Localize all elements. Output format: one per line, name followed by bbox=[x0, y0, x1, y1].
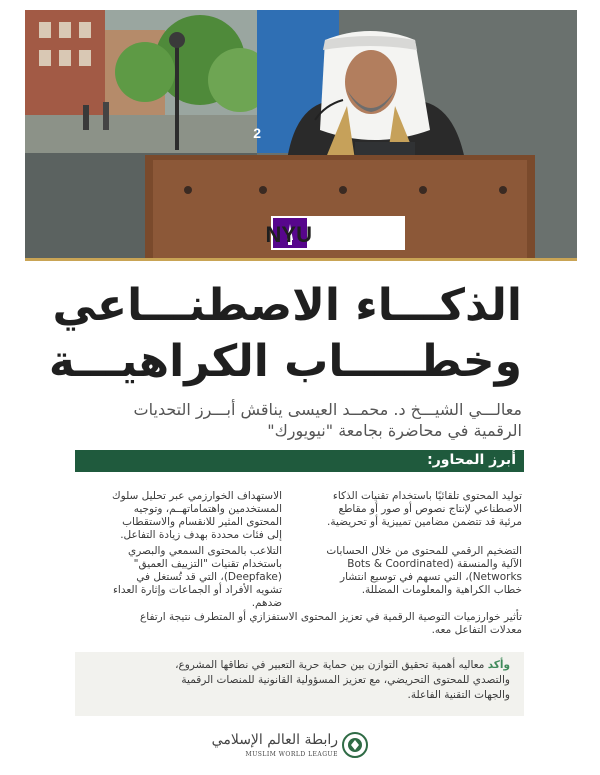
lecture-photo-illustration bbox=[25, 10, 577, 258]
point-line: خطاب الكراهية والمعلومات المضللة. bbox=[361, 584, 522, 596]
subtitle-line-2: الرقمية في محاضرة بجامعة "نيويورك" bbox=[267, 421, 522, 440]
point-line: باستخدام تقنيات "التزييف العميق" bbox=[133, 558, 282, 570]
point-line: توليد المحتوى تلقائيًا باستخدام تقنيات الذكاء bbox=[332, 490, 522, 502]
point-deepfake-manipulation bbox=[72, 545, 282, 610]
point-line: المحتوى المثير للانقسام والاستقطاب bbox=[122, 516, 282, 528]
laptop bbox=[355, 142, 415, 156]
logo-arabic-wordmark: رابطة العالم الإسلامي bbox=[211, 732, 338, 748]
point-line: تشويه الأفراد أو الجماعات وإثارة العداء bbox=[113, 584, 282, 596]
statement-line-2: والتصدي للمحتوى التحريضي، مع تعزيز المسؤولية القانونية للمنصات الرقمية bbox=[181, 674, 510, 686]
point-line: الاستهداف الخوارزمي عبر تحليل سلوك bbox=[111, 490, 282, 502]
logo-latin-wordmark: MUSLIM WORLD LEAGUE bbox=[245, 751, 338, 758]
screen-number: 2 bbox=[253, 125, 261, 141]
section-header bbox=[75, 450, 524, 472]
statement-line-3: والجهات التقنية الفاعلة. bbox=[407, 689, 510, 701]
point-line: ضدهم. bbox=[251, 597, 282, 609]
statement-line-1 bbox=[83, 658, 510, 673]
point-line: التضخيم الرقمي للمحتوى من خلال الحسابات bbox=[326, 545, 522, 557]
subtitle-line-1: معالـــي الشيـــخ د. محمــد العيسى يناقش أبـــرز التحديات bbox=[133, 400, 522, 419]
headline bbox=[48, 278, 522, 390]
statement-accent-word: وأكد bbox=[487, 659, 510, 671]
point-recommendation-algorithms bbox=[70, 611, 522, 637]
point-line: المستخدمين واهتماماتهــم، وتوجيه bbox=[133, 503, 282, 515]
point-line: التلاعب بالمحتوى السمعي والبصري bbox=[128, 545, 282, 557]
hero-photo bbox=[25, 10, 577, 258]
headline-line-1: الذكـــاء الاصطنـــاعي bbox=[52, 280, 522, 331]
statement-box bbox=[75, 652, 524, 716]
statement-line-1-text: معاليه أهمية تحقيق التوازن بين حماية حرية التعبير في نطاقها المشروع، bbox=[175, 659, 488, 671]
point-line: مرئية قد تتضمن مضامين تمييزية أو تحريضية. bbox=[327, 516, 522, 528]
section-header-label: أبرز المحاور: bbox=[427, 452, 516, 468]
point-line: إلى فئات محددة بهدف زيادة التفاعل. bbox=[120, 529, 282, 541]
point-line: معدلات التفاعل معه. bbox=[431, 624, 522, 636]
league-emblem-icon bbox=[342, 732, 368, 758]
subtitle bbox=[52, 399, 522, 441]
nyu-sign-text: NYU bbox=[265, 222, 312, 247]
point-line: (Deepfake)، التي قد تُستغل في bbox=[136, 571, 282, 583]
point-line: الاصطناعي لإنتاج نصوص أو صور أو مقاطع bbox=[338, 503, 522, 515]
point-algorithmic-targeting bbox=[72, 490, 282, 542]
point-line: تأثير خوارزميات التوصية الرقمية في تعزيز المحتوى الاستفزازي أو المتطرف نتيجة ارتفاع bbox=[139, 611, 522, 623]
muslim-world-league-logo bbox=[211, 732, 368, 762]
point-auto-content-generation bbox=[292, 490, 522, 529]
point-digital-amplification bbox=[292, 545, 522, 597]
point-line: Networks)، التي تسهم في توسيع انتشار bbox=[340, 571, 522, 583]
photo-underline bbox=[25, 258, 577, 261]
point-line: الآلية والمنسقة (Bots & Coordinated bbox=[347, 558, 522, 570]
headline-line-2: وخطـــــاب الكراهيـــة bbox=[48, 336, 522, 387]
